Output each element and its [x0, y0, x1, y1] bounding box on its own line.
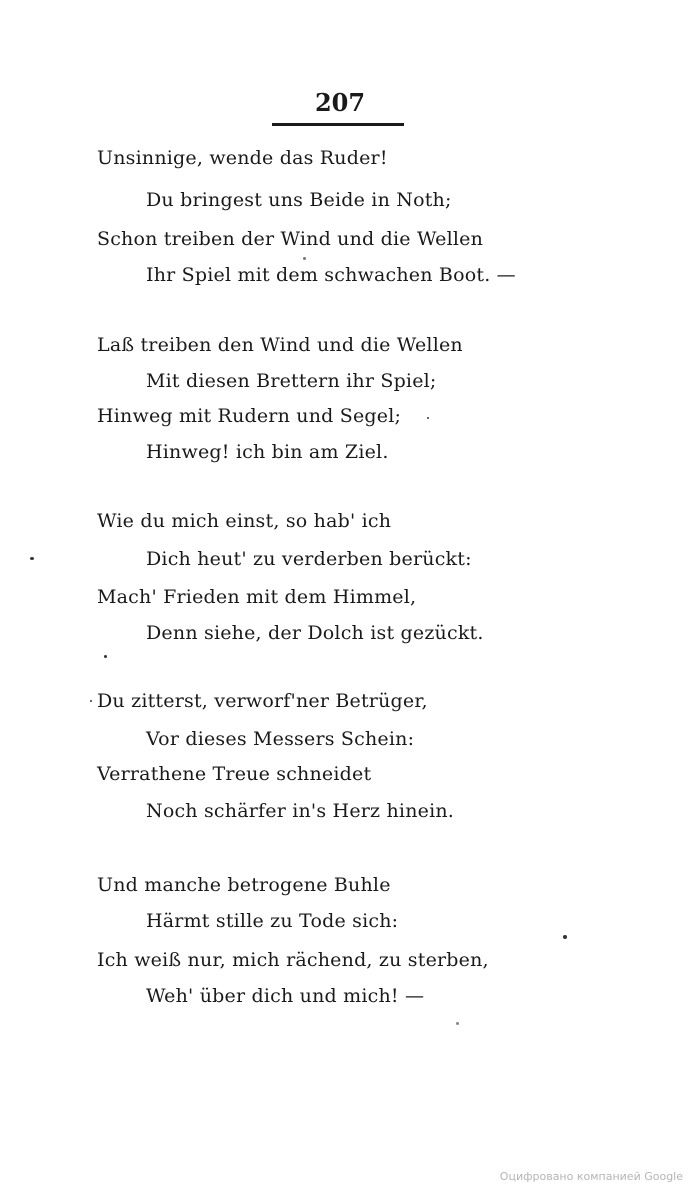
verse-line: Härmt stille zu Tode sich: — [146, 910, 399, 932]
verse-line: Du zitterst, verworf'ner Betrüger, — [97, 690, 428, 712]
verse-line: Mit diesen Brettern ihr Spiel; — [146, 370, 437, 392]
scan-speck — [30, 557, 34, 560]
verse-line: Noch schärfer in's Herz hinein. — [146, 800, 455, 822]
verse-line: Dich heut' zu verderben berückt: — [146, 548, 472, 570]
verse-line: Und manche betrogene Buhle — [97, 874, 391, 896]
scan-speck — [104, 655, 107, 658]
verse-line: Verrathene Treue schneidet — [97, 763, 372, 785]
scan-speck — [563, 935, 567, 939]
header-rule — [272, 123, 404, 126]
verse-line: Mach' Frieden mit dem Himmel, — [97, 586, 417, 608]
scan-speck — [456, 1022, 459, 1025]
verse-line: Ich weiß nur, mich rächend, zu sterben, — [97, 949, 489, 971]
verse-line: Vor dieses Messers Schein: — [146, 728, 415, 750]
scan-speck — [90, 700, 92, 702]
verse-line: Unsinnige, wende das Ruder! — [97, 147, 388, 169]
verse-line: Denn siehe, der Dolch ist gezückt. — [146, 622, 484, 644]
verse-line: Ihr Spiel mit dem schwachen Boot. — — [146, 264, 516, 286]
page-number: 207 — [314, 88, 366, 117]
scan-speck — [303, 257, 306, 260]
verse-line: Wie du mich einst, so hab' ich — [97, 510, 392, 532]
verse-line: Weh' über dich und mich! — — [146, 985, 425, 1007]
digitization-footer: Оцифровано компанией Google — [499, 1170, 683, 1183]
verse-line: Hinweg mit Rudern und Segel; — [97, 405, 402, 427]
verse-line: Du bringest uns Beide in Noth; — [146, 189, 452, 211]
verse-line: Laß treiben den Wind und die Wellen — [97, 334, 463, 356]
scan-speck — [427, 417, 429, 419]
verse-line: Hinweg! ich bin am Ziel. — [146, 441, 389, 463]
verse-line: Schon treiben der Wind und die Wellen — [97, 228, 484, 250]
